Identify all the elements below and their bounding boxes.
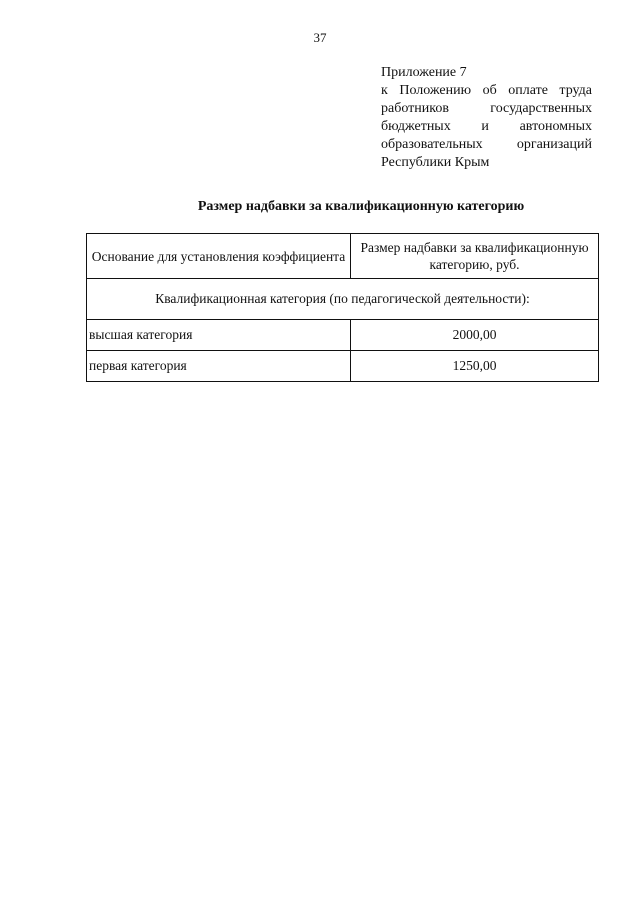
table-row — [87, 351, 599, 382]
category-value: 2000,00 — [351, 320, 599, 351]
table-header-row — [87, 234, 599, 279]
category-label: первая категория — [87, 351, 351, 382]
appendix-text — [381, 82, 592, 172]
appendix-line: бюджетных и автономных — [381, 119, 592, 134]
appendix-line: образовательных организаций — [381, 137, 592, 152]
category-label: высшая категория — [87, 320, 351, 351]
appendix-block — [381, 64, 592, 172]
document-heading: Размер надбавки за квалификационную категорию — [197, 199, 525, 214]
section-title: Квалификационная категория (по педагогической деятельности): — [87, 279, 599, 320]
header-amount: Размер надбавки за квалификационную категорию, руб. — [351, 234, 599, 279]
appendix-line: Республики Крым — [381, 155, 490, 170]
header-basis: Основание для установления коэффициента — [87, 234, 351, 279]
allowance-table — [86, 233, 599, 382]
table-row — [87, 320, 599, 351]
category-value: 1250,00 — [351, 351, 599, 382]
page-number: 37 — [313, 30, 327, 45]
appendix-line: к Положению об оплате труда — [381, 83, 592, 98]
appendix-line: работников государственных — [381, 101, 592, 116]
appendix-title: Приложение 7 — [381, 65, 467, 80]
table-section-row — [87, 279, 599, 320]
